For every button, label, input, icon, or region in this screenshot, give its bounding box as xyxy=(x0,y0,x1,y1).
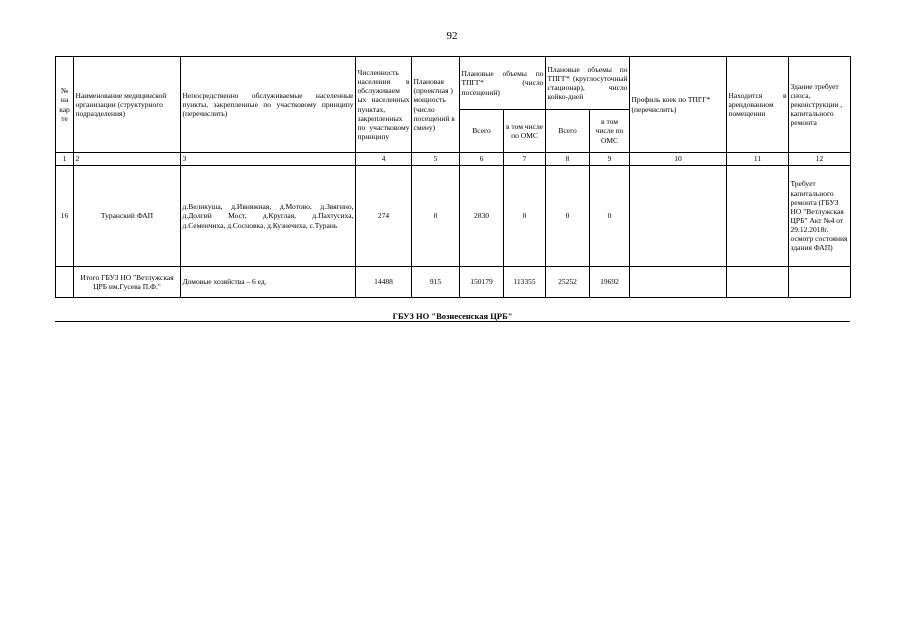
total-bed-profile xyxy=(630,267,727,298)
total-organization-name: Итого ГБУЗ НО "Ветлужская ЦРБ им.Гусева П.Ф." xyxy=(74,267,181,298)
table-row xyxy=(56,166,851,267)
column-number: 8 xyxy=(546,153,590,166)
population-cell: 274 xyxy=(356,166,412,267)
header-repair: Здание требует сноса, реконструкции , капитального ремонта xyxy=(789,57,851,153)
column-number: 10 xyxy=(630,153,727,166)
organization-name-cell: Туранский ФАП xyxy=(74,166,181,267)
header-visits-oms: в том числе по ОМС xyxy=(504,110,546,153)
page-number: 92 xyxy=(446,30,458,42)
header-capacity: Плановая (проектная ) мощность (число посещений в смену) xyxy=(412,57,460,153)
header-organization-name: Наименование медицинской организации (структурного подразделения) xyxy=(74,57,181,153)
visits-oms-cell: 0 xyxy=(504,166,546,267)
total-population: 14488 xyxy=(356,267,412,298)
medical-organizations-table xyxy=(55,56,851,298)
section-divider xyxy=(55,321,850,322)
total-capacity: 915 xyxy=(412,267,460,298)
visits-total-cell: 2830 xyxy=(460,166,504,267)
beds-oms-cell: 0 xyxy=(590,166,630,267)
header-visits-total: Всего xyxy=(460,110,504,153)
column-number: 6 xyxy=(460,153,504,166)
bed-profile-cell xyxy=(630,166,727,267)
column-number: 7 xyxy=(504,153,546,166)
header-beds-total: Всего xyxy=(546,110,590,153)
column-number: 1 xyxy=(56,153,74,166)
total-beds-oms: 19692 xyxy=(590,267,630,298)
capacity-cell: 0 xyxy=(412,166,460,267)
total-beds: 25252 xyxy=(546,267,590,298)
header-rented: Находится в арендованном помещении xyxy=(727,57,789,153)
header-population: Численность населения в обслуживаем ых населенных пунктах, закрепленных по участковому принципу xyxy=(356,57,412,153)
repair-cell: Требует капитального ремонта (ГБУЗ НО "Ветлужская ЦРБ" Акт №4 от 29.12.2018г. осмотр состояния здания ФАП) xyxy=(789,166,851,267)
column-number: 3 xyxy=(181,153,356,166)
column-number: 9 xyxy=(590,153,630,166)
beds-total-cell: 0 xyxy=(546,166,590,267)
total-repair xyxy=(789,267,851,298)
header-beds: Плановые объемы по ТПГГ* (круглосуточный стационар), число койко-дней xyxy=(546,57,630,110)
header-bed-profile: Профиль коек по ТПГГ* (перечислить) xyxy=(630,57,727,153)
card-number-cell xyxy=(56,267,74,298)
header-beds-oms: в том числе по ОМС xyxy=(590,110,630,153)
column-number: 12 xyxy=(789,153,851,166)
rented-cell xyxy=(727,166,789,267)
column-number-row xyxy=(56,153,851,166)
header-settlements: Непосредственно обслуживаемые населенные пункты, закрепленные по участковому принципу (перечислить) xyxy=(181,57,356,153)
header-visits: Плановые объемы по ТПГГ* (число посещений) xyxy=(460,57,546,110)
card-number-cell: 16 xyxy=(56,166,74,267)
total-visits-oms: 113355 xyxy=(504,267,546,298)
total-rented xyxy=(727,267,789,298)
column-number: 2 xyxy=(74,153,181,166)
total-row xyxy=(56,267,851,298)
header-card-number: № на кар те xyxy=(56,57,74,153)
total-households: Домовые хозяйства – 6 ед. xyxy=(181,267,356,298)
column-number: 11 xyxy=(727,153,789,166)
total-visits: 150179 xyxy=(460,267,504,298)
settlements-cell: д.Великуша, д.Ивняжная, д.Мотово, д.Звягино, д.Долгий Мост, д.Круглая, д.Пахтусиха, д.Семенчиха, д.Сосновка, д.Кузнечиха, с.Турань xyxy=(181,166,356,267)
header-row xyxy=(56,57,851,110)
column-number: 5 xyxy=(412,153,460,166)
next-section-title: ГБУЗ НО "Вознесенская ЦРБ" xyxy=(392,311,513,321)
column-number: 4 xyxy=(356,153,412,166)
